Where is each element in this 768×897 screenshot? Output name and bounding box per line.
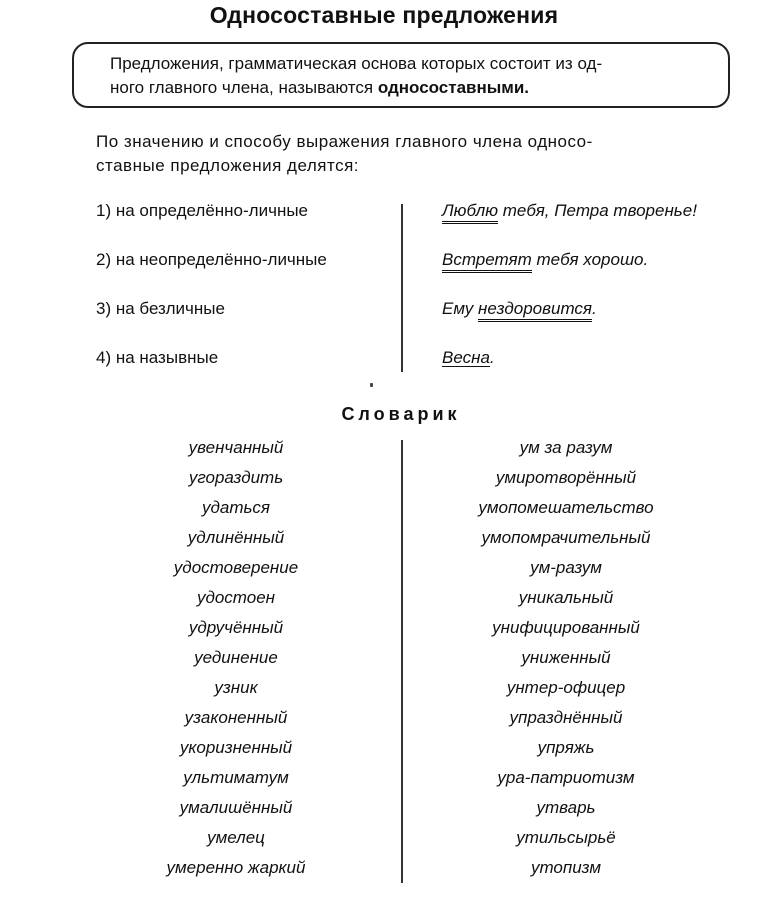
dictionary-word: унтер-офицер [506, 678, 626, 697]
dictionary-left-column [86, 436, 386, 886]
type-label-1: 1) на определённо-личные [96, 201, 309, 220]
example-2 [442, 250, 648, 270]
definition-line-2 [110, 78, 529, 98]
example-2-rest: тебя хорошо. [531, 250, 649, 269]
example-3-start: Ему [442, 299, 479, 318]
dictionary-word: укоризненный [179, 738, 293, 757]
definition-text: ного главного члена, называются [110, 78, 378, 97]
dictionary-word: умиротворённый [495, 468, 637, 487]
dictionary-word: ум за разум [519, 438, 613, 457]
dictionary-word: упразднённый [509, 708, 623, 727]
example-3 [442, 299, 597, 319]
dictionary-title: Словарик [341, 404, 461, 424]
definition-term: односоставными. [377, 78, 530, 97]
dictionary-word: умелец [207, 828, 265, 847]
example-1-rest: тебя, Петра творенье! [498, 201, 697, 220]
dictionary-word: уникальный [518, 588, 614, 607]
dictionary-word: удлинённый [187, 528, 285, 547]
types-divider [401, 204, 403, 372]
example-4 [442, 348, 495, 368]
dictionary-word: утопизм [530, 858, 602, 877]
dictionary-word: ура-патриотизм [497, 768, 635, 787]
dictionary-word: удостоверение [173, 558, 299, 577]
dictionary-word: удаться [201, 498, 271, 517]
dictionary-divider [401, 440, 403, 883]
dictionary-word: унифицированный [492, 618, 640, 637]
dictionary-word: умопомешательство [478, 498, 654, 517]
dictionary-word: упряжь [537, 738, 595, 757]
example-1-predicate: Люблю [442, 201, 498, 224]
dictionary-word: узник [214, 678, 258, 697]
dictionary-word: ум-разум [530, 558, 602, 577]
type-label-2: 2) на неопределённо-личные [96, 250, 327, 269]
definition-box [72, 42, 730, 108]
dictionary-word: удостоен [196, 588, 276, 607]
dictionary-word: униженный [521, 648, 611, 667]
dictionary-word: уединение [194, 648, 278, 667]
dictionary-word: умалишённый [179, 798, 293, 817]
dictionary-word: увенчанный [188, 438, 284, 457]
type-label-4: 4) на назывные [96, 348, 219, 367]
definition-line-1: Предложения, грамматическая основа которых состоит из од- [110, 54, 603, 73]
intro-line-2: ставные предложения делятся: [96, 156, 359, 175]
type-label-3: 3) на безличные [96, 299, 225, 318]
example-3-predicate: нездоровится [478, 299, 592, 322]
dictionary-word: утильсырьё [516, 828, 616, 847]
dictionary-word: удручённый [188, 618, 284, 637]
example-3-rest: . [592, 299, 597, 318]
dictionary-word: утварь [536, 798, 596, 817]
dictionary-word: умопомрачительный [481, 528, 651, 547]
example-4-rest: . [489, 348, 495, 367]
dictionary-word: угораздить [188, 468, 284, 487]
dictionary-word: ультиматум [183, 768, 289, 787]
dictionary-word: умеренно жаркий [166, 858, 306, 877]
example-1 [442, 201, 697, 221]
page-title: Односоставные предложения [209, 2, 559, 28]
stray-dot [370, 383, 373, 387]
dictionary-right-column [416, 436, 716, 886]
dictionary-word: узаконенный [184, 708, 288, 727]
intro-line-1: По значению и способу выражения главного члена односо- [96, 132, 593, 151]
example-2-predicate: Встретят [442, 250, 532, 273]
example-4-subject: Весна [442, 348, 490, 367]
